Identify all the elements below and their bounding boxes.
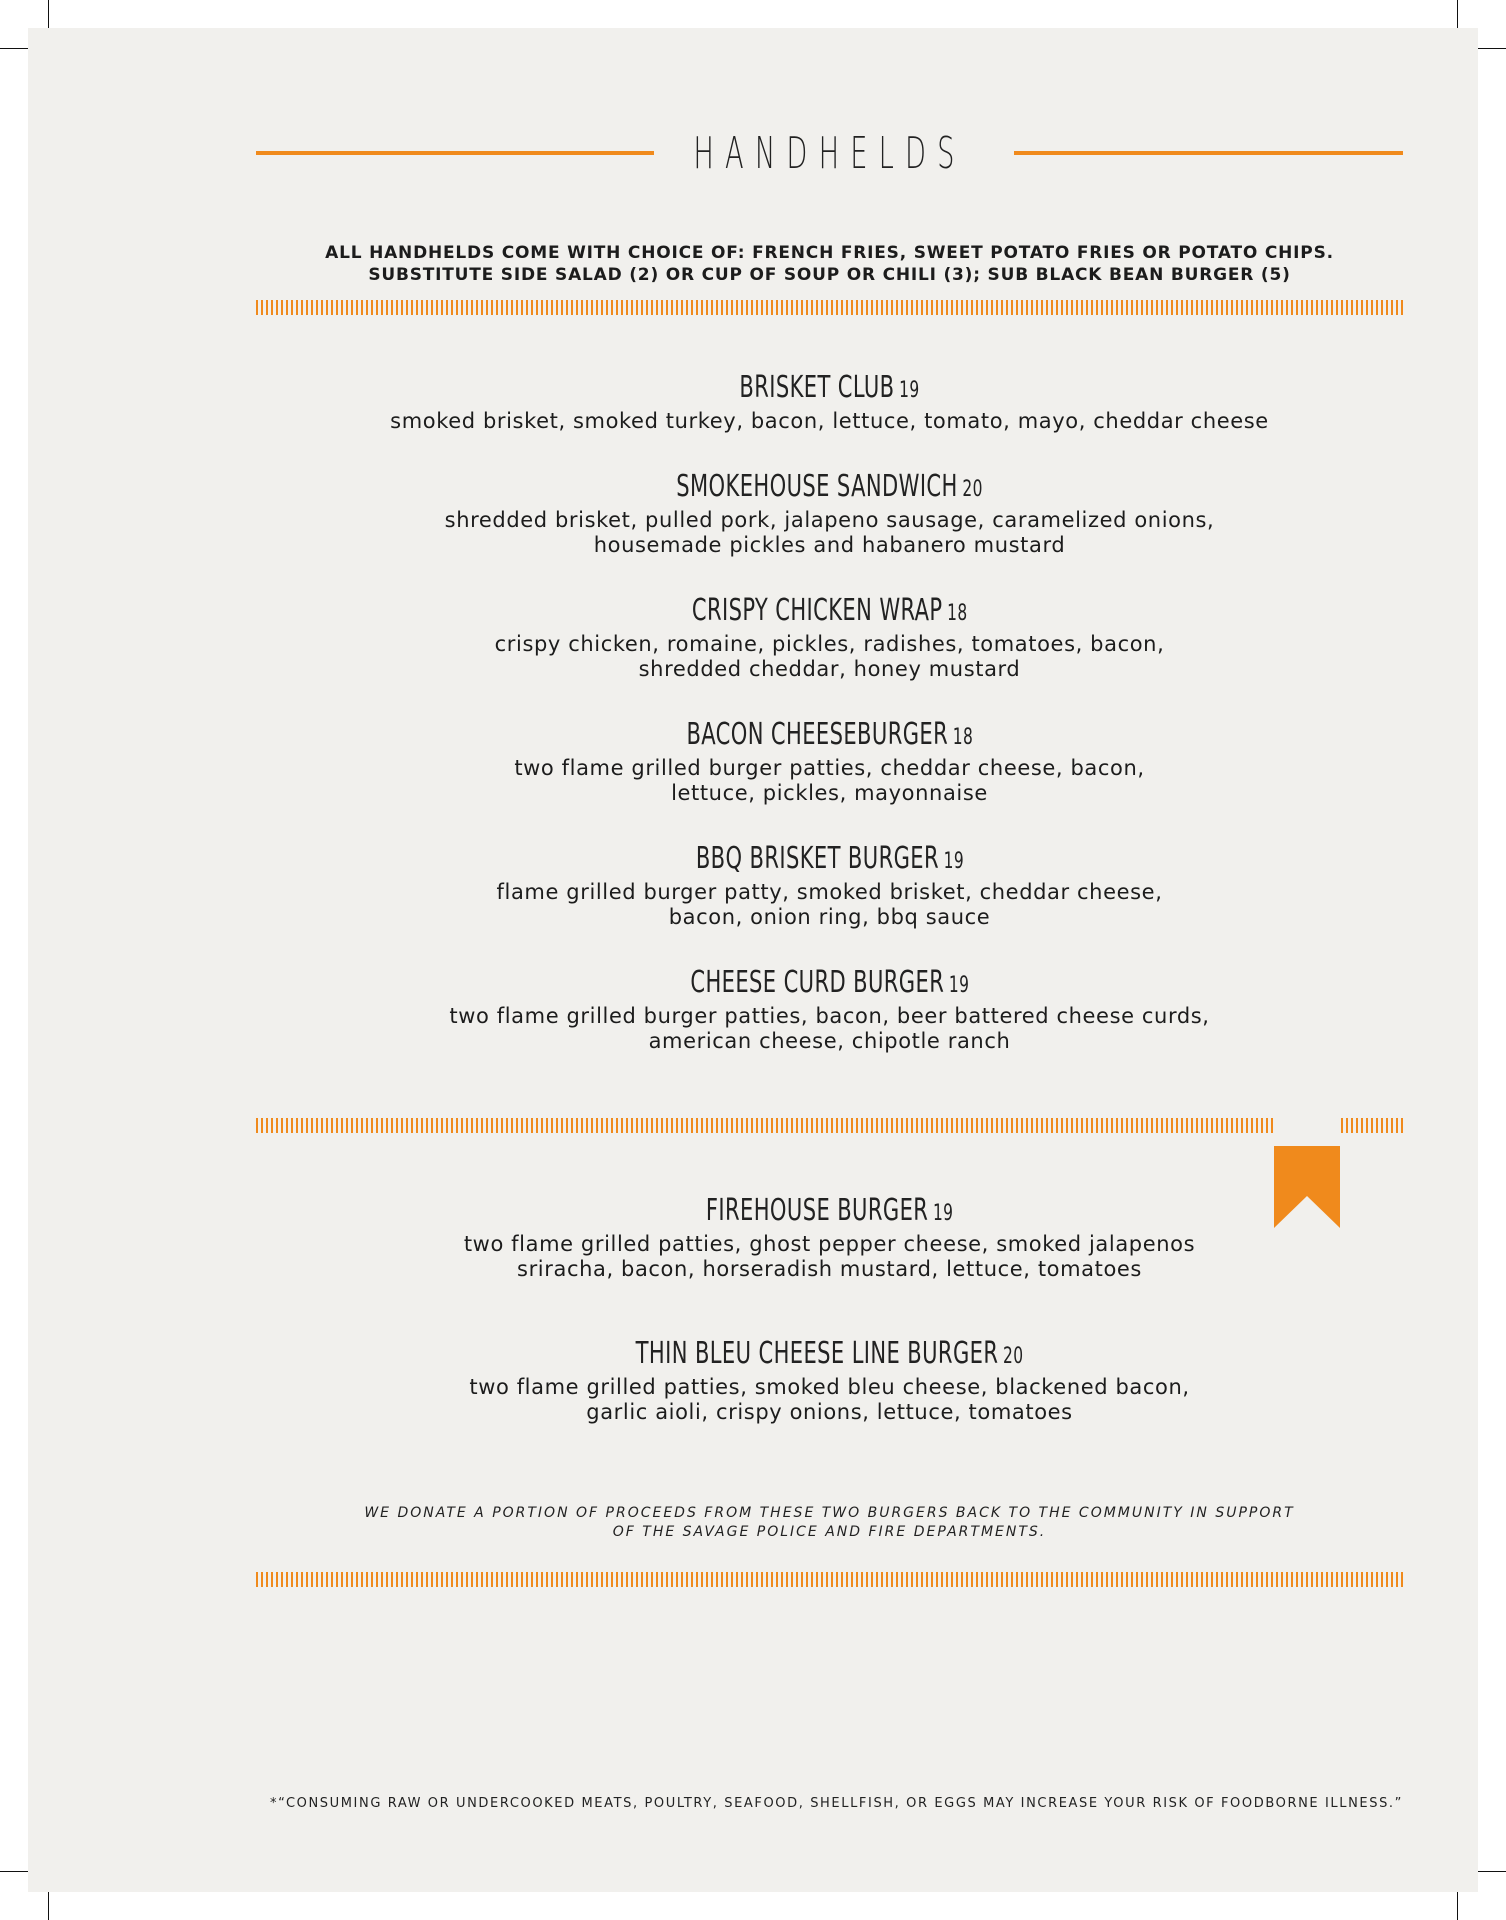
item-price: 20 (1002, 1344, 1024, 1369)
item-description: american cheese, chipotle ranch (648, 1029, 1011, 1053)
divider-gap (1274, 1118, 1340, 1133)
item-description: shredded cheddar, honey mustard (638, 657, 1021, 681)
item-heading (686, 717, 973, 756)
item-heading (676, 469, 983, 508)
item-description: crispy chicken, romaine, pickles, radishes, tomatoes, bacon, (494, 632, 1165, 656)
item-heading (695, 841, 963, 880)
item-description: lettuce, pickles, mayonnaise (671, 781, 988, 805)
item-price: 18 (946, 601, 968, 626)
item-name: BACON CHEESEBURGER (686, 717, 948, 752)
striped-divider (256, 300, 1403, 315)
item-description: sriracha, bacon, horseradish mustard, lettuce, tomatoes (517, 1257, 1142, 1281)
item-heading (739, 370, 919, 409)
section-title: HANDHELDS (693, 128, 966, 179)
menu-page (28, 28, 1478, 1892)
menu-item (256, 593, 1403, 682)
item-price: 20 (962, 477, 983, 502)
item-description: garlic aioli, crispy onions, lettuce, tomatoes (586, 1400, 1073, 1424)
item-heading (706, 1193, 953, 1232)
menu-item (256, 1336, 1403, 1425)
donation-note-line2: OF THE SAVAGE POLICE AND FIRE DEPARTMENTS. (612, 1524, 1047, 1540)
item-name: FIREHOUSE BURGER (705, 1193, 929, 1228)
item-description: two flame grilled patties, ghost pepper cheese, smoked jalapenos (463, 1232, 1196, 1256)
item-description: housemade pickles and habanero mustard (593, 533, 1066, 557)
item-price: 19 (899, 378, 920, 403)
item-price: 19 (943, 849, 964, 874)
item-description: bacon, onion ring, bbq sauce (668, 905, 991, 929)
menu-item (256, 469, 1403, 558)
item-name: BRISKET CLUB (739, 370, 895, 405)
item-description: two flame grilled burger patties, bacon, beer battered cheese curds, (449, 1004, 1210, 1028)
menu-item (256, 841, 1403, 930)
donation-note (256, 1504, 1403, 1542)
item-heading (692, 593, 968, 632)
sides-info-line2: SUBSTITUTE SIDE SALAD (2) OR CUP OF SOUP OR CHILI (3); SUB BLACK BEAN BURGER (5) (368, 265, 1291, 285)
menu-item (256, 370, 1403, 434)
item-price: 19 (932, 1201, 954, 1226)
food-safety-warning: *“CONSUMING RAW OR UNDERCOOKED MEATS, POULTRY, SEAFOOD, SHELLFISH, OR EGGS MAY INCREASE YOUR RISK OF FOODBORNE ILLNESS.” (269, 1796, 1403, 1811)
item-description: two flame grilled burger patties, cheddar cheese, bacon, (514, 756, 1145, 780)
item-price: 18 (952, 725, 973, 750)
sides-info (256, 242, 1403, 286)
item-name: CRISPY CHICKEN WRAP (691, 593, 943, 628)
item-heading (636, 1336, 1024, 1375)
item-name: CHEESE CURD BURGER (690, 965, 944, 1000)
item-description: shredded brisket, pulled pork, jalapeno sausage, caramelized onions, (444, 508, 1215, 532)
item-name: BBQ BRISKET BURGER (695, 841, 939, 876)
menu-item (256, 1193, 1403, 1282)
item-description: flame grilled burger patty, smoked brisket, cheddar cheese, (496, 880, 1163, 904)
striped-divider (256, 1572, 1403, 1587)
sides-info-line1: ALL HANDHELDS COME WITH CHOICE OF: FRENCH FRIES, SWEET POTATO FRIES OR POTATO CHIPS. (325, 243, 1334, 263)
menu-item (256, 717, 1403, 806)
striped-divider (256, 1118, 1403, 1133)
bookmark-ribbon-icon (1274, 1146, 1340, 1228)
item-heading (690, 965, 969, 1004)
item-name: THIN BLEU CHEESE LINE BURGER (635, 1336, 999, 1371)
item-description: two flame grilled patties, smoked bleu cheese, blackened bacon, (469, 1375, 1190, 1399)
item-description: smoked brisket, smoked turkey, bacon, lettuce, tomato, mayo, cheddar cheese (390, 409, 1269, 433)
item-name: SMOKEHOUSE SANDWICH (676, 469, 958, 504)
menu-item (256, 965, 1403, 1054)
item-price: 19 (948, 973, 969, 998)
donation-note-line1: WE DONATE A PORTION OF PROCEEDS FROM THESE TWO BURGERS BACK TO THE COMMUNITY IN SUPPORT (364, 1505, 1295, 1521)
